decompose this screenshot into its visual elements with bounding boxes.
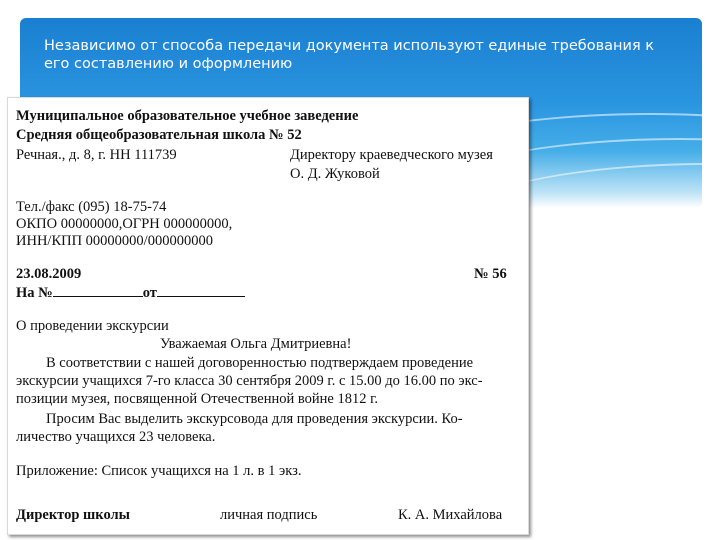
phone-fax: Тел./факс (095) 18-75-74 <box>16 199 167 215</box>
signer-name: К. А. Михайлова <box>398 507 503 523</box>
letter-date: 23.08.2009 <box>16 266 82 282</box>
sender-address: Речная., д. 8, г. НН 111739 <box>16 147 177 163</box>
organization-name: Муниципальное образовательное учебное заведение <box>16 108 359 124</box>
letter-body-line: Просим Вас выделить экскурсовода для проведения экскурсии. Ко- <box>46 411 463 427</box>
signer-title: Директор школы <box>16 507 130 523</box>
letter-subject: О проведении экскурсии <box>16 318 169 334</box>
reference-number-label: На № <box>16 285 53 301</box>
reference-date-label: от <box>142 285 157 301</box>
letter-attachment: Приложение: Список учащихся на 1 л. в 1 экз. <box>16 463 302 479</box>
letter-body-line: экскурсии учащихся 7-го класса 30 сентября 2009 г. с 15.00 до 16.00 по экс- <box>16 373 483 389</box>
slide-title: Независимо от способа передачи документа используют единые требования к его составлению и оформлению <box>44 38 655 72</box>
letter-number: № 56 <box>474 266 507 282</box>
recipient-name: О. Д. Жуковой <box>290 166 380 182</box>
recipient-position: Директору краеведческого музея <box>290 147 493 163</box>
letter-document <box>7 97 529 535</box>
school-name: Средняя общеобразовательная школа № 52 <box>16 127 302 143</box>
reference-number-blank <box>53 284 143 297</box>
letter-body-line: В соответствии с нашей договоренностью подтверждаем проведение <box>46 355 474 371</box>
letter-salutation: Уважаемая Ольга Дмитриевна! <box>160 336 352 352</box>
reference-date-blank <box>157 284 245 297</box>
letter-body-line: позиции музея, посвященной Отечественной войне 1812 г. <box>16 391 379 407</box>
signature-placeholder: личная подпись <box>220 507 318 523</box>
okpo-ogrn: ОКПО 00000000,ОГРН 000000000, <box>16 216 233 232</box>
letter-body-line: личество учащихся 23 человека. <box>16 429 216 445</box>
inn-kpp: ИНН/КПП 00000000/000000000 <box>16 233 213 249</box>
reference-line <box>16 284 245 302</box>
